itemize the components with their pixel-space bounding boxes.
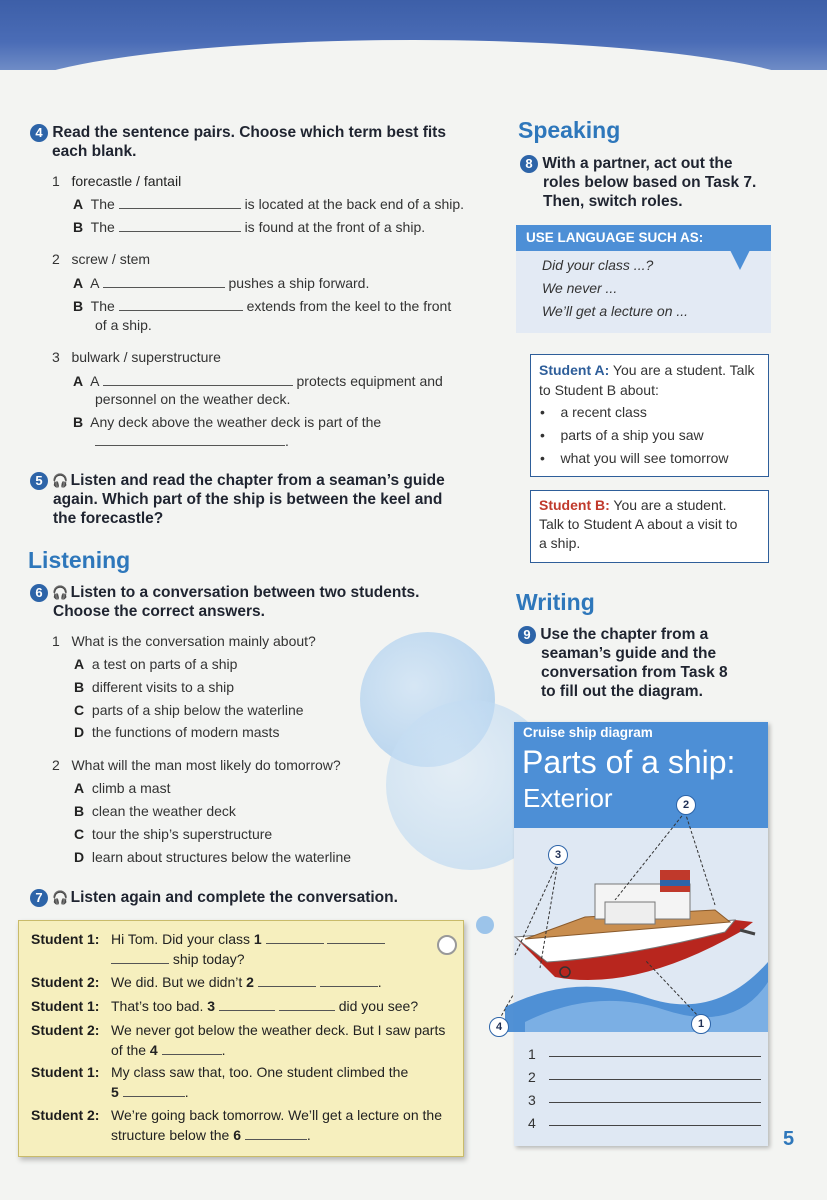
conversation-line-2 (31, 972, 382, 993)
task-number-badge: 7 (30, 889, 48, 907)
blank-line[interactable] (119, 298, 243, 311)
option-text: a test on parts of a ship (91, 656, 238, 672)
option-letter: A (73, 196, 84, 212)
answer-option[interactable] (74, 721, 279, 743)
sentence-start: A (90, 275, 99, 291)
option-letter: D (74, 849, 85, 865)
diagram-subtitle: Exterior (523, 783, 613, 813)
student-b-text (539, 496, 765, 553)
blank-line[interactable] (320, 974, 378, 987)
answer-line-3[interactable] (549, 1102, 761, 1103)
speaking-heading: Speaking (518, 117, 621, 143)
blank-number: 4 (149, 1042, 158, 1058)
blank-line[interactable] (119, 196, 241, 209)
line-text: We’re going back tomorrow. We’ll get a lecture on the (111, 1107, 442, 1123)
question-text: What will the man most likely do tomorrow? (71, 757, 341, 773)
option-letter: A (73, 275, 84, 291)
blank-line[interactable] (219, 998, 275, 1011)
task4-item2-a (73, 272, 369, 294)
blank-number: 6 (233, 1127, 241, 1143)
language-box-heading: USE LANGUAGE SUCH AS: (516, 225, 771, 251)
task6-question1 (52, 630, 316, 652)
option-text: different visits to a ship (91, 679, 235, 695)
task9-line3: conversation from Task 8 (541, 664, 728, 681)
blank-number: 1 (253, 931, 262, 947)
blank-line[interactable] (266, 931, 324, 944)
blank-line[interactable] (123, 1084, 185, 1097)
blank-line[interactable] (119, 219, 241, 232)
conversation-line-3 (31, 996, 419, 1017)
task5-line3: the forecastle? (53, 510, 164, 527)
callout-4: 4 (489, 1017, 509, 1037)
phrase-2: We never ... (542, 280, 618, 296)
task4-instruction (30, 123, 470, 161)
task8-instruction (520, 154, 780, 211)
speech-tail-icon (730, 250, 750, 270)
task4-item3-a-cont (95, 388, 290, 410)
line-text: Hi Tom. Did your class (111, 931, 251, 947)
item-number: 2 (52, 251, 60, 267)
line-text: of the (111, 1042, 147, 1058)
option-text: learn about structures below the waterline (91, 849, 352, 865)
answer-line-1[interactable] (549, 1056, 761, 1057)
sentence-end: . (285, 433, 289, 449)
sentence-end: is located at the back end of a ship. (244, 196, 465, 212)
line-end: . (306, 1127, 311, 1143)
answer-option[interactable] (74, 777, 170, 799)
speaker-label: Student 1: (31, 998, 100, 1014)
student-b-label: Student B: (539, 497, 610, 513)
headphones-icon: 🎧 (52, 585, 69, 600)
blank-line[interactable] (103, 275, 225, 288)
bullet-text: parts of a ship you saw (560, 427, 704, 443)
sentence-start: A (90, 373, 99, 389)
option-text: tour the ship’s superstructure (91, 826, 273, 842)
sentence-continuation: of a ship. (95, 317, 152, 333)
line-end: . (221, 1042, 226, 1058)
task6-line1: Listen to a conversation between two students. (70, 584, 420, 601)
item-terms: forecastle / fantail (71, 173, 182, 189)
question-text: What is the conversation mainly about? (71, 633, 316, 649)
task6-instruction (30, 583, 470, 621)
item-terms: bulwark / superstructure (71, 349, 221, 365)
option-letter: D (74, 724, 85, 740)
option-text: climb a mast (91, 780, 171, 796)
task-number-badge: 5 (30, 472, 48, 490)
bullet-text: a recent class (560, 404, 647, 420)
blank-number: 3 (207, 998, 216, 1014)
answer-option[interactable] (74, 676, 234, 698)
task-number-badge: 9 (518, 626, 536, 644)
sentence-start: The (90, 219, 115, 235)
line-text: That’s too bad. (111, 998, 204, 1014)
bullet-item: • what you will see tomorrow (540, 450, 729, 466)
conversation-line-6-cont (111, 1125, 311, 1146)
task6-question2 (52, 754, 341, 776)
task-number-badge: 8 (520, 155, 538, 173)
task9-line4: to fill out the diagram. (541, 683, 703, 700)
callout-1: 1 (691, 1014, 711, 1034)
line-text: did you see? (338, 998, 419, 1014)
speaker-label: Student 1: (31, 1064, 100, 1080)
phrase-1: Did your class ...? (542, 257, 654, 273)
option-letter: B (74, 679, 85, 695)
option-letter: B (74, 803, 85, 819)
headphones-icon: 🎧 (52, 473, 69, 488)
task5-instruction (30, 471, 470, 528)
option-text: parts of a ship below the waterline (91, 702, 304, 718)
task4-item1-b (73, 216, 425, 238)
callout-lines (485, 790, 768, 1040)
option-letter: B (73, 298, 84, 314)
sentence-end: is found at the front of a ship. (244, 219, 426, 235)
task4-item1 (52, 170, 181, 192)
option-letter: B (73, 414, 84, 430)
listening-heading: Listening (28, 547, 131, 573)
blank-line[interactable] (103, 373, 293, 386)
task7-line1: Listen again and complete the conversation. (70, 889, 398, 906)
task9-line1: Use the chapter from a (540, 626, 709, 643)
blank-number: 2 (246, 974, 254, 990)
diagram-caption: Cruise ship diagram (523, 725, 653, 740)
line-text: We did. But we didn’t (111, 974, 243, 990)
option-letter: A (74, 656, 85, 672)
sentence-end: protects equipment and (296, 373, 443, 389)
answer-option[interactable] (74, 846, 351, 868)
student-a-line2: to Student B about: (539, 382, 659, 398)
speaker-label: Student 1: (31, 931, 100, 947)
task4-line2: each blank. (52, 143, 137, 160)
task4-item2 (52, 248, 150, 270)
option-text: the functions of modern masts (91, 724, 280, 740)
line-text: We never got below the weather deck. But I saw parts (111, 1022, 446, 1038)
task4-item1-a (73, 193, 464, 215)
task6-line2: Choose the correct answers. (53, 603, 265, 620)
conversation-line-5-cont (111, 1082, 189, 1103)
item-number: 1 (52, 173, 60, 189)
blank-line[interactable] (111, 951, 169, 964)
line-end: . (184, 1084, 189, 1100)
conversation-line-1-cont (111, 949, 245, 970)
sentence-continuation: personnel on the weather deck. (95, 391, 291, 407)
callout-3: 3 (548, 845, 568, 865)
student-a-line1: You are a student. Talk (612, 362, 755, 378)
conversation-line-5 (31, 1062, 409, 1083)
student-b-line2: Talk to Student A about a visit to (539, 516, 738, 532)
item-number: 3 (52, 349, 60, 365)
line-end: . (377, 974, 382, 990)
headphones-icon: 🎧 (52, 890, 69, 905)
sentence-end: pushes a ship forward. (228, 275, 370, 291)
speaker-label: Student 2: (31, 1022, 100, 1038)
option-letter: C (74, 826, 85, 842)
option-letter: A (74, 780, 85, 796)
speaker-label: Student 2: (31, 1107, 100, 1123)
task-number-badge: 6 (30, 584, 48, 602)
blank-line[interactable] (95, 433, 285, 446)
task5-line2: again. Which part of the ship is between the keel and (53, 491, 443, 508)
blank-line[interactable] (258, 974, 316, 987)
task9-line2: seaman’s guide and the (541, 645, 717, 662)
conversation-line-4 (31, 1020, 446, 1041)
blank-line[interactable] (245, 1127, 307, 1140)
task7-instruction (30, 888, 470, 907)
bullet-text: what you will see tomorrow (560, 450, 729, 466)
option-letter: A (73, 373, 84, 389)
sentence-start: The (90, 196, 115, 212)
student-a-label: Student A: (539, 362, 610, 378)
answer-number-1: 1 (528, 1046, 536, 1062)
page-number: 5 (783, 1128, 795, 1150)
speaker-label: Student 2: (31, 974, 100, 990)
task8-line2: roles below based on Task 7. (543, 174, 757, 191)
answer-number-4: 4 (528, 1115, 536, 1131)
line-text: structure below the (111, 1127, 230, 1143)
answer-line-4[interactable] (549, 1125, 761, 1126)
task4-line1: Read the sentence pairs. Choose which term best fits (52, 124, 446, 141)
answer-number-3: 3 (528, 1092, 536, 1108)
task4-item2-b-cont (95, 314, 152, 336)
sentence-end: extends from the keel to the front (246, 298, 452, 314)
conversation-line-6 (31, 1105, 442, 1126)
answer-option[interactable] (74, 800, 236, 822)
line-text: My class saw that, too. One student climbed the (111, 1064, 409, 1080)
task8-line1: With a partner, act out the (542, 155, 733, 172)
phrase-3: We’ll get a lecture on ... (542, 303, 689, 319)
item-terms: screw / stem (71, 251, 151, 267)
blank-line[interactable] (279, 998, 335, 1011)
option-letter: C (74, 702, 85, 718)
student-b-line3: a ship. (539, 535, 581, 551)
callout-2: 2 (676, 795, 696, 815)
task-number-badge: 4 (30, 124, 48, 142)
student-b-line1: You are a student. (613, 497, 727, 513)
option-letter: B (73, 219, 84, 235)
answer-number-2: 2 (528, 1069, 536, 1085)
blank-number: 5 (111, 1084, 119, 1100)
answer-line-2[interactable] (549, 1079, 761, 1080)
sentence-start: Any deck above the weather deck is part of the (90, 414, 382, 430)
diagram-title: Parts of a ship: (522, 744, 736, 780)
sentence-start: The (90, 298, 115, 314)
conversation-card (18, 920, 464, 1157)
answer-option[interactable] (74, 699, 304, 721)
question-number: 1 (52, 633, 60, 649)
bullet-item: • a recent class (540, 404, 647, 420)
task4-item3-b-blank (95, 430, 289, 452)
blank-line[interactable] (162, 1042, 222, 1055)
student-a-text (539, 360, 765, 400)
task5-line1: Listen and read the chapter from a seaman’s guide (70, 472, 445, 489)
question-number: 2 (52, 757, 60, 773)
line-text: ship today? (172, 951, 245, 967)
task8-line3: Then, switch roles. (543, 193, 683, 210)
bullet-item: • parts of a ship you saw (540, 427, 704, 443)
task4-item3 (52, 346, 221, 368)
answer-option[interactable] (74, 823, 272, 845)
task9-instruction (518, 625, 778, 701)
writing-heading: Writing (516, 589, 595, 615)
answer-option[interactable] (74, 653, 237, 675)
blank-line[interactable] (327, 931, 385, 944)
conversation-line-1 (31, 929, 262, 950)
option-text: clean the weather deck (91, 803, 236, 819)
conversation-line-4-cont (111, 1040, 226, 1061)
